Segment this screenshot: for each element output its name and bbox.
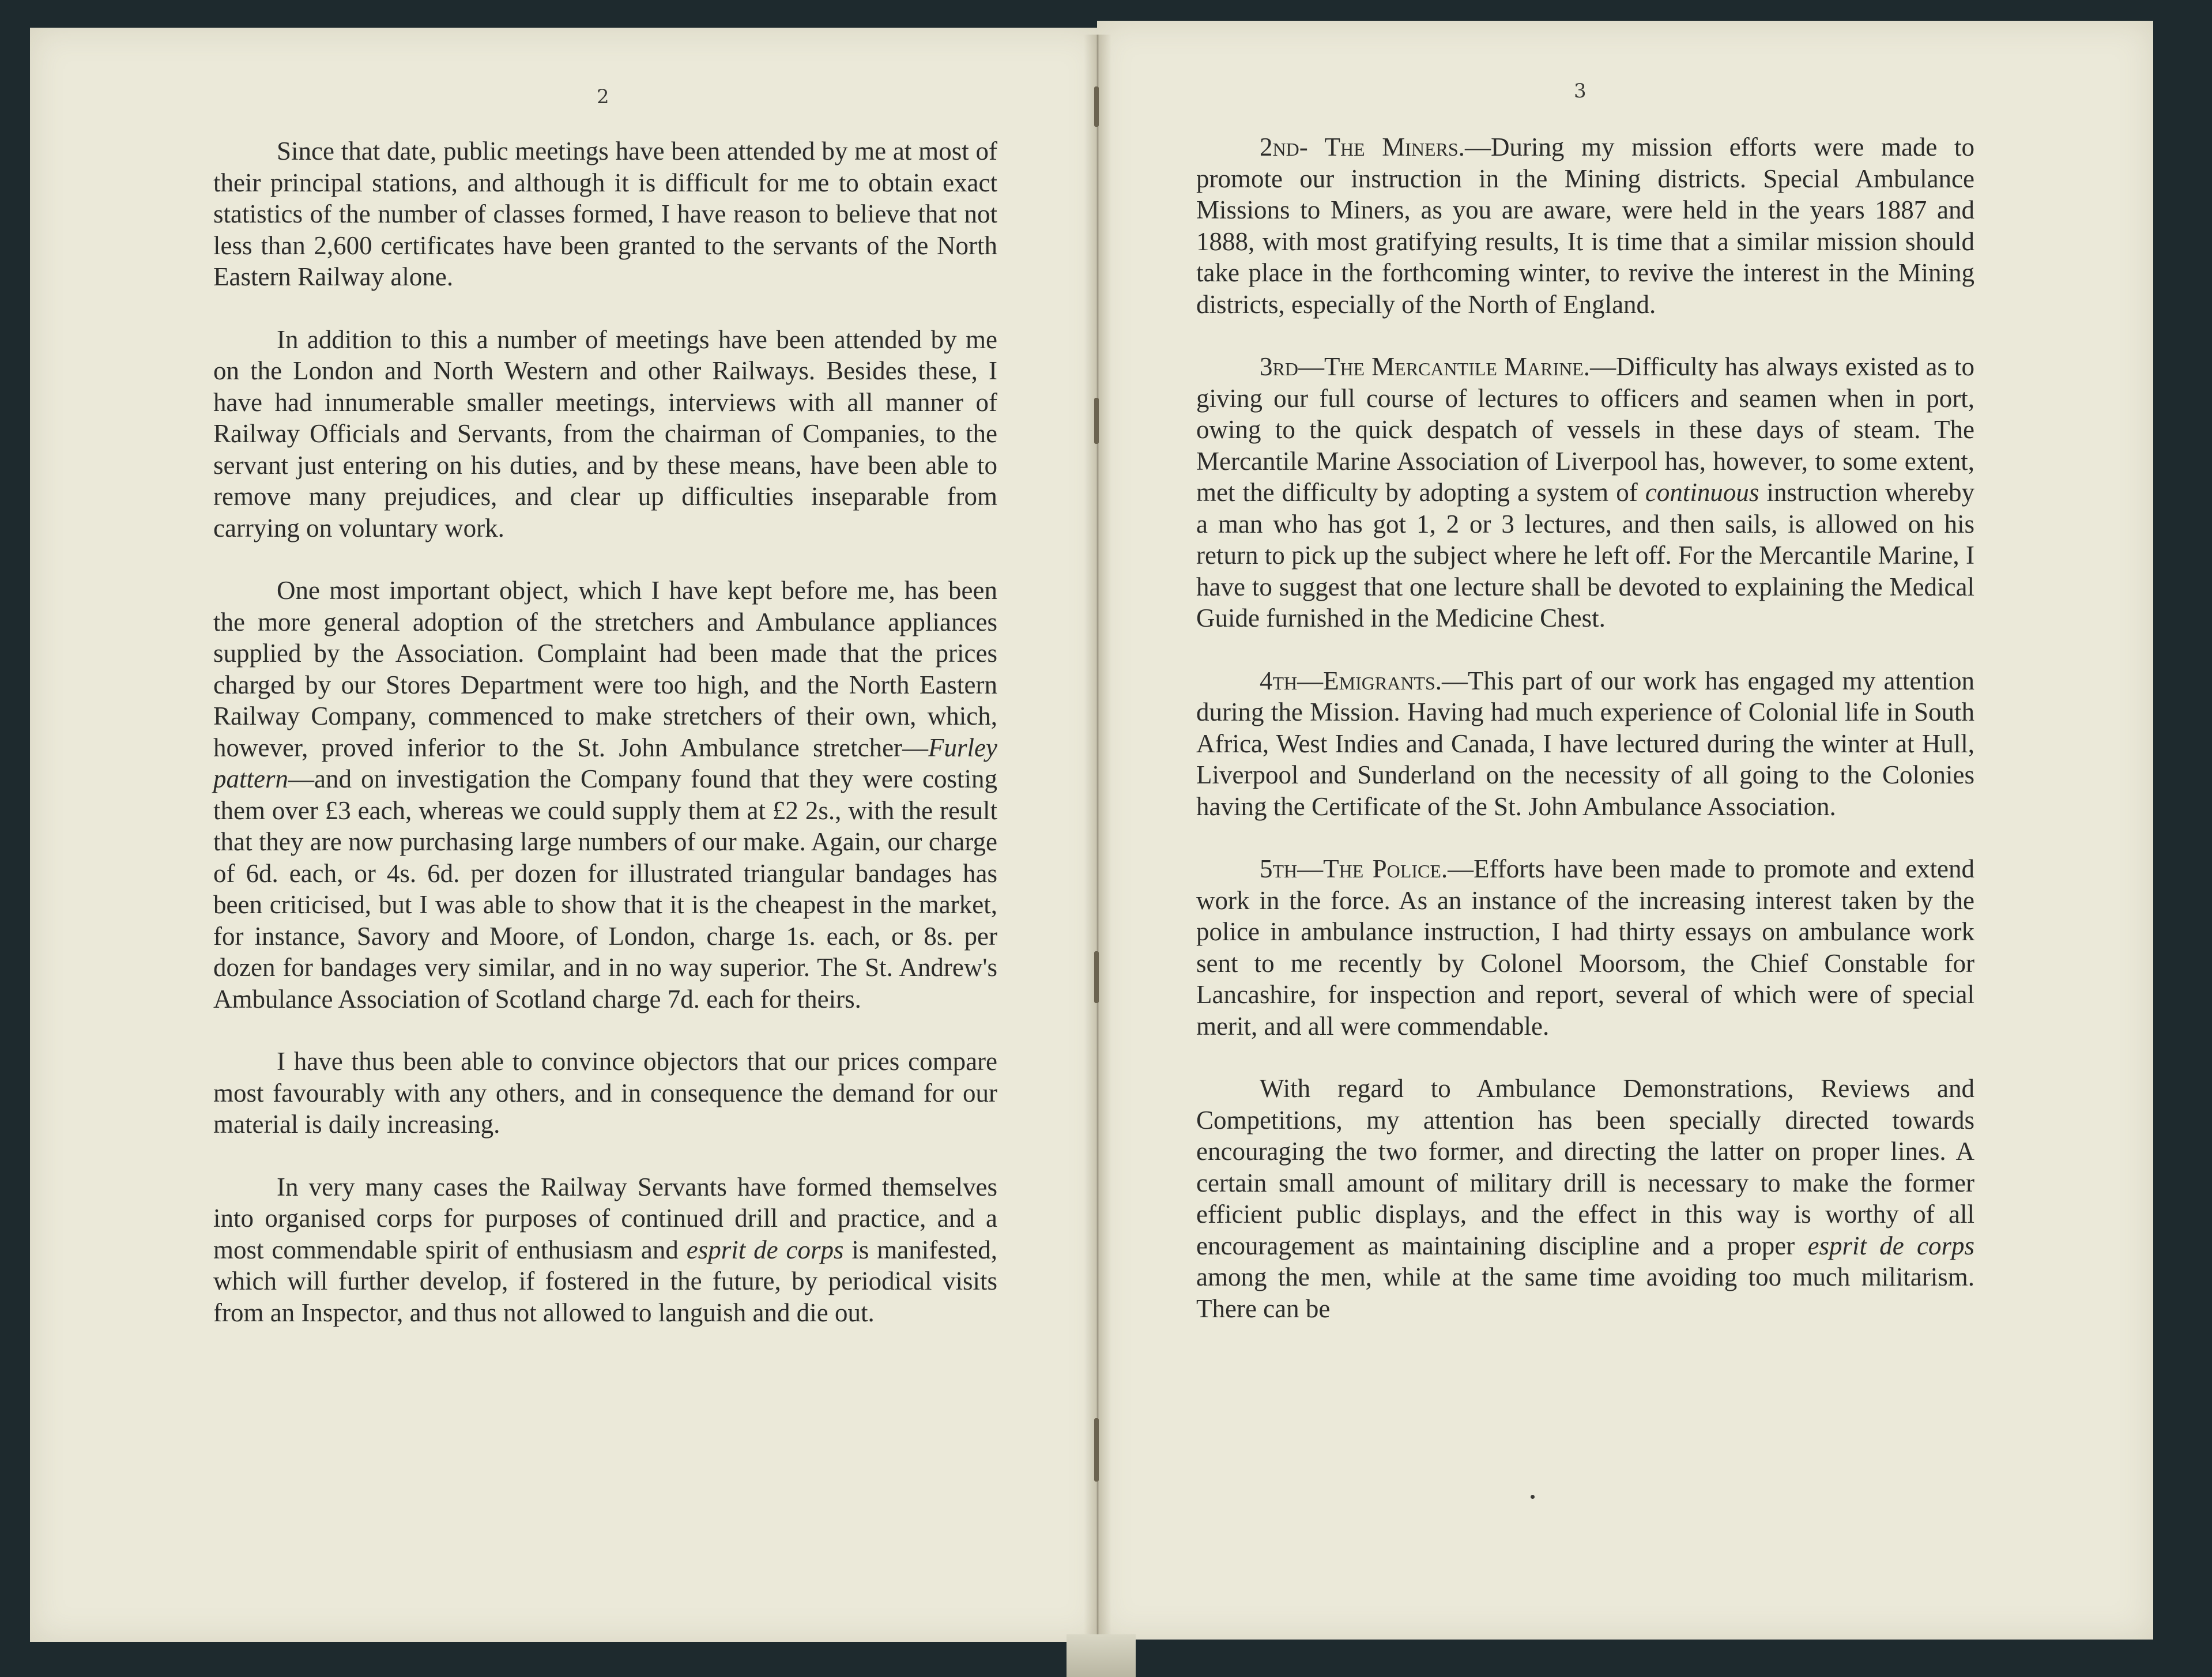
- text-run: —During my mission efforts were made to promote our instruction in the Mining districts. Special Ambulance Missions to Miners, as you are aware, were held in the years 1887 and 1888, with most gratifying results, It is time that a similar mission should take place in the forthcoming winter, to revive the interest in the Mining districts, especially of the North of England.: [1196, 133, 1974, 319]
- text-run: With regard to Ambulance Demonstrations, Reviews and Competitions, my attention has been specially directed towards encouraging the two former, and directing the latter on proper lines. A certain small amount of military drill is necessary to make the former efficient public displays, and the effect in this way is worthy of all encouragement as maintaining discipline and a proper: [1196, 1074, 1974, 1260]
- section-heading: 2nd- The Miners.: [1260, 133, 1465, 161]
- page-stack-edge: [1067, 1634, 1136, 1677]
- binding-thread: [1094, 86, 1099, 127]
- text-run: —This part of our work has engaged my attention during the Mission. Having had much experience of Colonial life in South Africa, West Indies and Canada, I have lectured during the winter at Hull, Liverpool and Sunderland on the necessity of all going to the Colonies having the Certificate of the St. John Ambulance Association.: [1196, 666, 1974, 821]
- text-run: instruction whereby a man who has got 1, 2 or 3 lectures, and then sails, is allowed on his return to pick up the subject where he left off. For the Mercantile Marine, I have to suggest that one lecture shall be devoted to explaining the Medical Guide furnished in the Medicine Chest.: [1196, 478, 1974, 632]
- text-run: In addition to this a number of meetings have been attended by me on the London and North Western and other Railways. Besides these, I have had innumerable smaller meetings, interviews with all manner of Railway Officials and Servants, from the chairman of Companies, to the servant just entering on his duties, and by these means, have been able to remove many prejudices, and clear up difficulties inseparable from carrying on voluntary work.: [213, 325, 997, 542]
- page-number-left: 2: [597, 85, 609, 108]
- text-run: among the men, while at the same time avoiding too much militarism. There can be: [1196, 1263, 1974, 1323]
- paragraph: [213, 1171, 997, 1329]
- paragraph: [213, 324, 997, 544]
- binding-thread: [1094, 398, 1099, 444]
- ink-speck: [1531, 1495, 1535, 1499]
- section-heading: 3rd—The Mercantile Marine.: [1260, 352, 1591, 381]
- text-run: One most important object, which I have kept before me, has been the more general adoption of the stretchers and Ambulance appliances supplied by the Association. Complaint had been made that the prices charged by our Stores Department were too high, and the North Eastern Railway Company, commenced to make stretchers of their own, which, however, proved inferior to the St. John Ambulance stretcher—: [213, 576, 997, 762]
- paragraph: [1196, 853, 1974, 1042]
- text-run: I have thus been able to convince objectors that our prices compare most favourably with any others, and in consequence the demand for our material is daily increasing.: [213, 1047, 997, 1139]
- paragraph: [213, 575, 997, 1015]
- page-number-right: 3: [1574, 80, 1587, 103]
- binding-thread: [1094, 1418, 1099, 1482]
- text-run: —and on investigation the Company found that they were costing them over £3 each, whereas we could supply them at £2 2s., with the result that they are now purchasing large numbers of our make. Again, our charge of 6d. each, or 4s. 6d. per dozen for illustrated triangular bandages has been criticised, but I was able to show that it is the cheapest in the market, for instance, Savory and Moore, of London, charge 1s. each, or 8s. per dozen for bandages very similar, and in no way superior. The St. Andrew's Ambulance Association of Scotland charge 7d. each for theirs.: [213, 764, 997, 1013]
- italic-text: esprit de corps: [686, 1235, 844, 1264]
- italic-text: continuous: [1645, 478, 1759, 507]
- text-run: Since that date, public meetings have been attended by me at most of their principal stations, and although it is difficult for me to obtain exact statistics of the number of classes formed, I have reason to believe that not less than 2,600 certificates have been granted to the servants of the North Eastern Railway alone.: [213, 137, 997, 291]
- paragraph: [1196, 1073, 1974, 1324]
- paragraph: [1196, 351, 1974, 634]
- italic-text: Furley pattern: [213, 733, 997, 793]
- paragraph: [1196, 665, 1974, 823]
- text-run: —Difficulty has always existed as to giving our full course of lectures to officers and seamen when in port, owing to the quick despatch of vessels in these days of steam. The Mercantile Marine Association of Liverpool has, however, to some extent, met the difficulty by adopting a system of: [1196, 352, 1974, 507]
- paragraph: [213, 1046, 997, 1140]
- paragraph: [213, 135, 997, 293]
- left-page-text: [213, 135, 997, 1359]
- section-heading: 4th—Emigrants.: [1260, 666, 1442, 695]
- book-gutter: [1084, 35, 1111, 1637]
- section-heading: 5th—The Police.: [1260, 854, 1448, 883]
- italic-text: esprit de corps: [1807, 1231, 1974, 1260]
- text-run: In very many cases the Railway Servants have formed themselves into organised corps for purposes of continued drill and practice, and a most commendable spirit of enthusiasm and: [213, 1172, 997, 1264]
- right-page-text: [1196, 131, 1974, 1355]
- binding-thread: [1094, 951, 1099, 1003]
- text-run: —Efforts have been made to promote and extend work in the force. As an instance of the increasing interest taken by the police in ambulance instruction, I had thirty essays on ambulance work sent to me recently by Colonel Moorsom, the Chief Constable for Lancashire, for inspection and report, several of which were of special merit, and all were commendable.: [1196, 854, 1975, 1041]
- paragraph: [1196, 131, 1974, 320]
- text-run: is manifested, which will further develop, if fostered in the future, by periodical visits from an Inspector, and thus not allowed to languish and die out.: [213, 1235, 997, 1327]
